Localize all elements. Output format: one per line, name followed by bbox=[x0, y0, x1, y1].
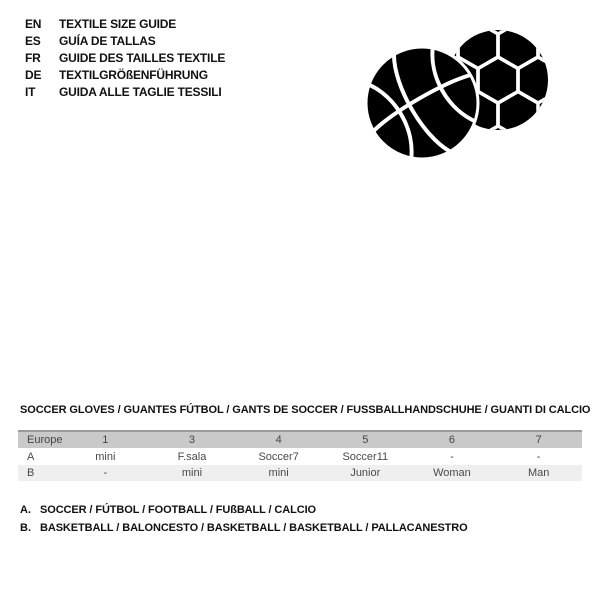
legend bbox=[20, 501, 468, 537]
table-cell: - bbox=[103, 467, 108, 479]
language-row-de bbox=[25, 66, 225, 83]
language-label: GUIDA ALLE TAGLIE TESSILI bbox=[59, 84, 222, 99]
size-table-header-cell: 3 bbox=[188, 434, 196, 446]
language-row-it bbox=[25, 83, 225, 100]
table-cell: - bbox=[536, 451, 541, 463]
language-label: GUIDE DES TAILLES TEXTILE bbox=[59, 50, 226, 65]
table-row bbox=[18, 465, 582, 481]
table-cell: - bbox=[450, 451, 454, 463]
row-label: A bbox=[27, 451, 35, 463]
size-table-header-cell: 5 bbox=[362, 434, 369, 446]
legend-label: SOCCER / FÚTBOL / FOOTBALL / FUßBALL / CALCIO bbox=[40, 504, 316, 516]
size-table-title: SOCCER GLOVES / GUANTES FÚTBOL / GANTS DE SOCCER / FUSSBALLHANDSCHUHE / GUANTI DI CALCIO bbox=[20, 404, 591, 416]
size-table-header-cell: 6 bbox=[448, 434, 456, 446]
table-cell: Soccer11 bbox=[342, 451, 389, 463]
size-table-header-cell: 4 bbox=[275, 434, 282, 446]
legend-label: BASKETBALL / BALONCESTO / BASKETBALL / BASKETBALL / PALLACANESTRO bbox=[40, 522, 468, 534]
language-label: TEXTILE SIZE GUIDE bbox=[59, 16, 177, 31]
table-cell: mini bbox=[181, 467, 203, 479]
table-cell: F.sala bbox=[177, 451, 207, 463]
legend-key: A. bbox=[20, 504, 31, 516]
language-label: TEXTILGRÖßENFÜHRUNG bbox=[59, 67, 208, 82]
size-table-header-cell: Europe bbox=[27, 434, 62, 446]
table-cell: Man bbox=[527, 467, 550, 479]
language-code: DE bbox=[25, 67, 42, 82]
table-cell: mini bbox=[95, 451, 116, 463]
language-code: IT bbox=[25, 84, 36, 99]
table-cell: mini bbox=[268, 467, 289, 479]
legend-row-b bbox=[20, 519, 468, 537]
table-cell: Soccer7 bbox=[258, 451, 299, 463]
language-guide bbox=[25, 15, 225, 100]
language-code: FR bbox=[25, 50, 41, 65]
language-row-es bbox=[25, 32, 225, 49]
size-table-header-row bbox=[18, 431, 582, 449]
language-code: EN bbox=[25, 16, 42, 31]
size-table bbox=[18, 430, 582, 481]
language-code: ES bbox=[25, 33, 41, 48]
table-cell: Junior bbox=[350, 467, 381, 479]
language-row-fr bbox=[25, 49, 225, 66]
size-table-header-cell: 7 bbox=[535, 434, 542, 446]
table-row bbox=[18, 449, 582, 466]
language-label: GUÍA DE TALLAS bbox=[59, 33, 156, 48]
row-label: B bbox=[27, 467, 35, 479]
basketball-and-soccer-ball-icon bbox=[358, 12, 568, 177]
legend-key: B. bbox=[20, 522, 31, 534]
table-cell: Woman bbox=[433, 467, 471, 479]
language-row-en bbox=[25, 15, 225, 32]
legend-row-a bbox=[20, 501, 468, 519]
size-table-header-cell: 1 bbox=[102, 434, 109, 446]
